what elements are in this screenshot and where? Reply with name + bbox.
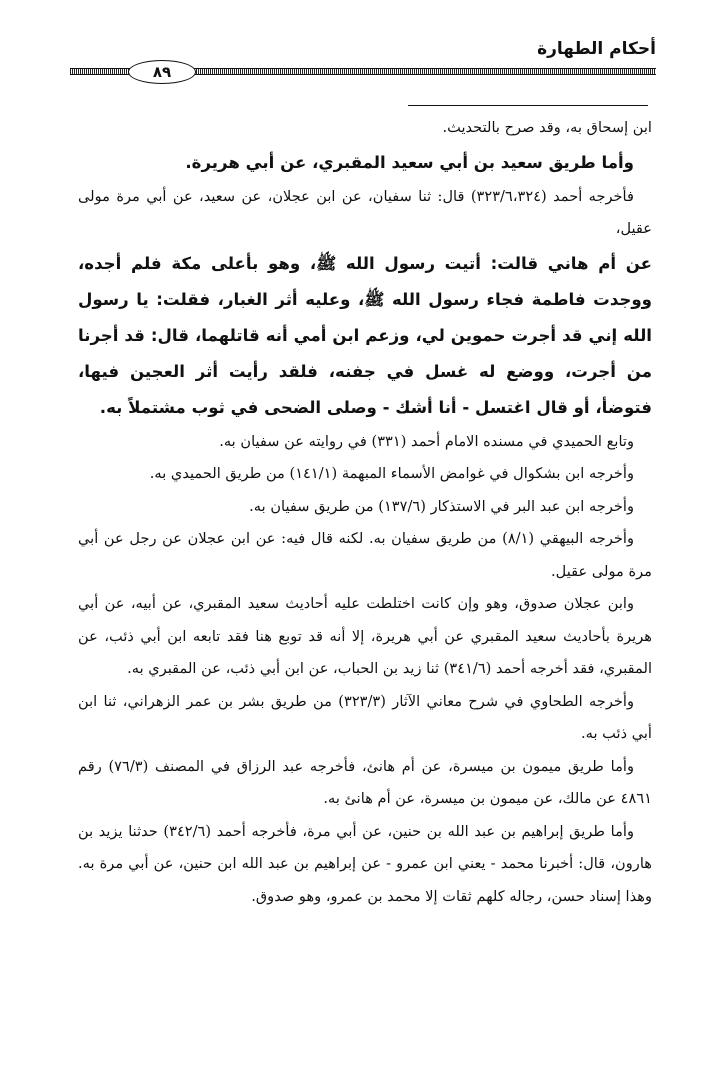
page-header bbox=[70, 38, 656, 88]
footnote-body bbox=[78, 112, 652, 913]
paragraph: وتابع الحميدي في مسنده الامام أحمد (٣٣١) في روايته عن سفيان به. bbox=[219, 432, 634, 450]
paragraph: وأما طريق إبراهيم بن عبد الله بن حنين، عن أبي مرة، فأخرجه أحمد (٣٤٢/٦) حدثنا يزيد بن هارون، قال: أخبرنا محمد - يعني ابن عمرو - عن إبراهيم بن عبد الله ابن حنين، عن أبي مرة به. وهذا إسناد حسن، رجاله كلهم ثقات إلا محمد بن عمرو، وهو صدوق. bbox=[78, 822, 652, 905]
paragraph: وأخرجه الطحاوي في شرح معاني الآثار (٣٢٣/٣) من طريق بشر بن عمر الزهراني، ثنا ابن أبي ذئب به. bbox=[78, 692, 652, 742]
paragraph: وأخرجه البيهقي (٨/١) من طريق سفيان به. لكنه قال فيه: عن ابن عجلان عن رجل عن أبي مرة مولى عقيل. bbox=[78, 530, 652, 580]
paragraph: وابن عجلان صدوق، وهو وإن كانت اختلطت عليه أحاديث سعيد المقبري، عن أبيه، عن أبي هريرة بأحاديث سعيد المقبري عن أبي هريرة، إلا أنه قد توبع هنا فقد تابعه ابن أبي ذئب، عن المقبري، فقد أخرجه أحمد (٣٤١/٦) ثنا زيد بن الحباب، عن ابن أبي ذئب، عن المقبري به. bbox=[78, 595, 652, 677]
bold-paragraph: وأما طريق سعيد بن أبي سعيد المقبري، عن أبي هريرة. bbox=[185, 152, 634, 172]
paragraph: وأخرجه ابن عبد البر في الاستذكار (١٣٧/٦) من طريق سفيان به. bbox=[249, 497, 634, 515]
running-title: أحكام الطهارة bbox=[537, 39, 656, 59]
bold-paragraph: عن أم هاني قالت: أتيت رسول الله ﷺ، وهو بأعلى مكة فلم أجده، ووجدت فاطمة فجاء رسول الله ﷺ، وعليه أثر الغبار، فقلت: يا رسول الله إني قد أجرت حموين لي، وزعم ابن أمي أنه قاتلهما، قال: قد أجرنا من أجرت، ووضع له غسل في جفنه، فلقد رأيت أثر العجين فيها، فتوضأ، أو قال اغتسل - أنا أشك - وصلى الضحى في ثوب مشتملاً به. bbox=[78, 253, 652, 417]
paragraph: ابن إسحاق به، وقد صرح بالتحديث. bbox=[442, 119, 652, 136]
footnote-separator bbox=[408, 105, 648, 106]
paragraph: فأخرجه أحمد (٣٢٣/٦،٣٢٤) قال: ثنا سفيان، عن ابن عجلان، عن سعيد، عن أبي مرة مولى عقيل، bbox=[78, 187, 652, 237]
paragraph: وأخرجه ابن بشكوال في غوامض الأسماء المبهمة (١٤١/١) من طريق الحميدي به. bbox=[149, 465, 634, 482]
page-number: ٨٩ bbox=[128, 60, 196, 84]
paragraph: وأما طريق ميمون بن ميسرة، عن أم هانئ، فأخرجه عبد الرزاق في المصنف (٧٦/٣) رقم ٤٨٦١ عن مالك، عن ميمون بن ميسرة، عن أم هانئ به. bbox=[78, 757, 652, 807]
